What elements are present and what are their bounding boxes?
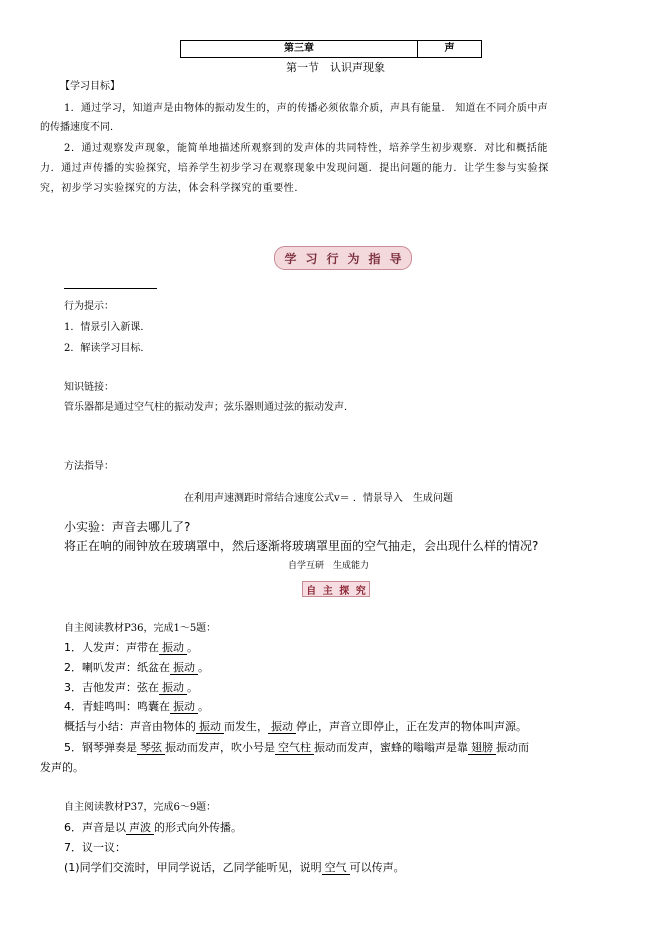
q5-text-4: 振动而 <box>496 741 529 754</box>
method-heading: 方法指导： <box>64 461 114 472</box>
q6-end: 的形式向外传播。 <box>154 821 242 834</box>
question-1 <box>64 641 198 655</box>
q5-answer-3: 翅膀 <box>468 741 496 755</box>
question-7-1 <box>64 861 405 875</box>
q1-answer: 振动 <box>159 641 187 655</box>
badge-char: 探 <box>339 585 350 597</box>
method-text: 在利用声速测距时常结合速度公式v＝ ．情景导入 生成问题 <box>184 493 453 504</box>
part2-instruction: 自主阅读教材P37，完成6～9题： <box>64 802 217 813</box>
q1-end: 。 <box>187 641 198 654</box>
chapter-header-box <box>180 40 482 58</box>
banner-char: 学 <box>284 251 297 266</box>
objective-2-line-1: 2．通过观察发声现象，能简单地描述所观察到的发声体的共同特性，培养学生初步观察．对比和概括能 <box>64 143 548 154</box>
summary-text-1: 概括与小结：声音由物体的 <box>64 720 196 733</box>
banner-char: 为 <box>347 251 360 266</box>
q2-text: 2．喇叭发声：纸盆在 <box>64 661 170 674</box>
summary-text-2: 而发生， <box>224 720 268 733</box>
objectives-heading: 【学习目标】 <box>60 81 120 92</box>
objective-1-line-2: 的传播速度不同． <box>40 122 120 133</box>
objective-2-line-3: 究，初步学习实验探究的方法，体会科学探究的重要性． <box>40 183 305 194</box>
q5-answer-2: 空气柱 <box>275 741 314 755</box>
q5-answer-1: 琴弦 <box>137 741 165 755</box>
knowledge-heading: 知识链接： <box>64 382 114 393</box>
banner-char: 行 <box>326 251 339 266</box>
badge-char: 自 <box>306 585 317 597</box>
q7-1-answer: 空气 <box>322 861 350 875</box>
banner-char: 习 <box>305 251 318 266</box>
summary <box>64 720 527 734</box>
q6-text: 6．声音是以 <box>64 821 126 834</box>
question-5-line-2: 发声的。 <box>40 761 84 774</box>
banner-char: 指 <box>368 251 381 266</box>
badge-char: 究 <box>355 585 366 597</box>
summary-answer-2: 振动 <box>268 720 296 734</box>
question-3 <box>64 681 198 695</box>
q4-text: 4．青蛙鸣叫：鸣囊在 <box>64 700 170 713</box>
q6-answer: 声波 <box>126 821 154 835</box>
question-7: 7．议一议： <box>64 841 126 854</box>
behavior-item-1: 1．情景引入新课． <box>64 322 151 333</box>
q5-text-3: 振动而发声，蜜蜂的嗡嗡声是靠 <box>314 741 468 754</box>
q2-end: 。 <box>198 661 209 674</box>
summary-text-3: 停止，声音立即停止，正在发声的物体叫声源。 <box>296 720 527 733</box>
experiment-question: 将正在响的闹钟放在玻璃罩中，然后逐渐将玻璃罩里面的空气抽走，会出现什么样的情况? <box>64 539 539 553</box>
question-5-line-1 <box>64 741 529 755</box>
summary-answer-1: 振动 <box>196 720 224 734</box>
objective-2-line-2: 力．通过声传播的实验探究，培养学生初步学习在观察现象中发现问题．提出问题的能力．让学生参与实验探 <box>40 163 549 174</box>
q1-text: 1．人发声：声带在 <box>64 641 159 654</box>
behavior-heading: 行为提示： <box>64 301 114 312</box>
part1-instruction: 自主阅读教材P36，完成1～5题： <box>64 623 217 634</box>
behavior-item-2: 2．解读学习目标． <box>64 343 151 354</box>
section-title: 第一节 认识声现象 <box>286 61 385 74</box>
banner-char: 导 <box>389 251 402 266</box>
q3-answer: 振动 <box>159 681 187 695</box>
experiment-title: 小实验：声音去哪儿了? <box>64 520 191 534</box>
study-guide-banner <box>274 246 412 270</box>
knowledge-text: 管乐器都是通过空气柱的振动发声；弦乐器则通过弦的振动发声． <box>64 402 354 413</box>
q7-1-text: (1)同学们交流时，甲同学说话，乙同学能听见，说明 <box>64 861 322 874</box>
badge-char: 主 <box>322 585 333 597</box>
divider-line <box>64 288 157 289</box>
question-6 <box>64 821 242 835</box>
question-4 <box>64 700 209 714</box>
q5-text-2: 振动而发声，吹小号是 <box>165 741 275 754</box>
chapter-title: 声 <box>444 43 455 54</box>
q3-end: 。 <box>187 681 198 694</box>
q7-1-end: 可以传声。 <box>349 861 405 874</box>
question-2 <box>64 661 209 675</box>
q5-text-1: 5．钢琴弹奏是 <box>64 741 137 754</box>
q3-text: 3．吉他发声：弦在 <box>64 681 159 694</box>
q4-end: 。 <box>198 700 209 713</box>
self-inquiry-badge <box>302 581 370 597</box>
q4-answer: 振动 <box>170 700 198 714</box>
objective-1-line-1: 1．通过学习，知道声是由物体的振动发生的，声的传播必须依靠介质，声具有能量． 知道在不同介质中声 <box>64 103 548 114</box>
q2-answer: 振动 <box>170 661 198 675</box>
chapter-number: 第三章 <box>181 41 418 57</box>
self-study-subtitle: 自学互研 生成能力 <box>288 561 370 571</box>
